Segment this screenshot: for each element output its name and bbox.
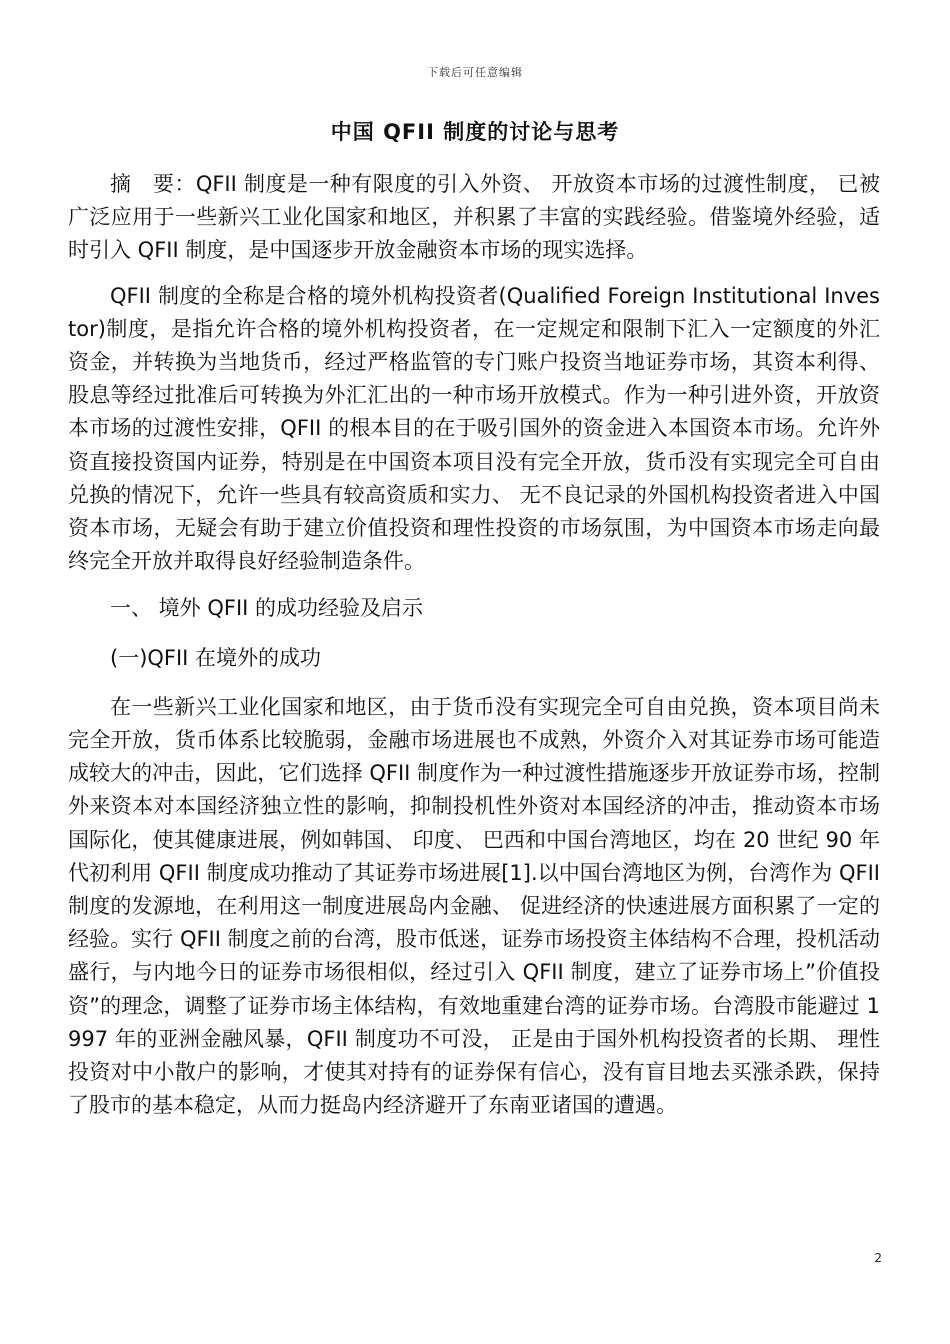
subsection-heading: (一)QFII 在境外的成功: [110, 645, 322, 670]
section-heading: 一、 境外 QFII 的成功经验及启示: [110, 596, 424, 621]
page-number: 2: [874, 1251, 882, 1265]
body-paragraph: 在一些新兴工业化国家和地区，由于货币没有实现完全可自由兑换，资本项目尚未完全开放，货币体系比较脆弱，金融市场进展也不成熟，外资介入对其证券市场可能造成较大的冲击，因此，它们选择 QFII 制度作为一种过渡性措施逐步开放证券市场，控制外来资本对本国经济独立性的影响，抑制投机性外资对本国经济的冲击，推动资本市场国际化，使其健康进展，例如韩国、 印度、 巴西和中国台湾地区，均在 20 世纪 90 年代初利用 QFII 制度成功推动了其证券市场进展[1].以中国台湾地区为例，台湾作为 QFII 制度的发源地，在利用这一制度进展岛内金融、 促进经济的快速进展方面积累了一定的经验。实行 QFII 制度之前的台湾，股市低迷，证券市场投资主体结构不合理，投机活动盛行，与内地今日的证券市场很相似，经过引入 QFII 制度，建立了证券市场上”价值投资”的理念，调整了证券市场主体结构，有效地重建台湾的证券市场。台湾股市能避过 1997 年的亚洲金融风暴，QFII 制度功不可没， 正是由于国外机构投资者的长期、 理性投资对中小散户的影响，才使其对持有的证券保有信心，没有盲目地去买涨杀跌，保持了股市的基本稳定，从而力挺岛内经济避开了东南亚诸国的遭遇。: [68, 694, 880, 1118]
intro-paragraph: QFII 制度的全称是合格的境外机构投资者(Qualified Foreign Institutional Investor)制度，是指允许合格的境外机构投资者，在一定规定和限制下汇入一定额度的外汇资金，并转换为当地货币，经过严格监管的专门账户投资当地证券市场，其资本利得、 股息等经过批准后可转换为外汇汇出的一种市场开放模式。作为一种引进外资，开放资本市场的过渡性安排，QFII 的根本目的在于吸引国外的资金进入本国资本市场。允许外资直接投资国内证券，特别是在中国资本项目没有完全开放，货币没有实现完全可自由兑换的情况下，允许一些具有较高资质和实力、 无不良记录的外国机构投资者进入中国资本市场，无疑会有助于建立价值投资和理性投资的市场氛围，为中国资本市场走向最终完全开放并取得良好经验制造条件。: [68, 283, 880, 574]
document-body: [68, 168, 880, 1122]
abstract-paragraph: 摘 要：QFII 制度是一种有限度的引入外资、 开放资本市场的过渡性制度， 已被广泛应用于一些新兴工业化国家和地区，并积累了丰富的实践经验。借鉴境外经验，适时引入 QFII 制度，是中国逐步开放金融资本市场的现实选择。: [68, 172, 880, 263]
header-note: 下载后可任意编辑: [427, 66, 523, 79]
document-title: 中国 QFII 制度的讨论与思考: [330, 120, 620, 144]
